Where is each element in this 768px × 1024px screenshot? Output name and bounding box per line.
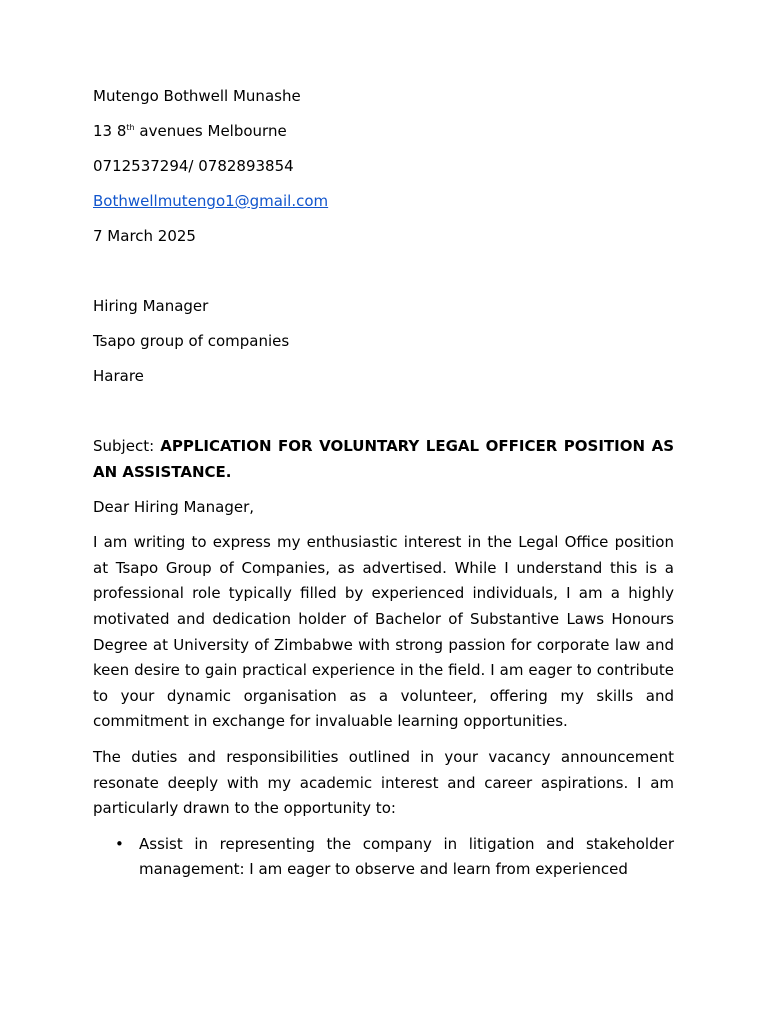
recipient-city: Harare	[93, 367, 144, 385]
letter-date: 7 March 2025	[93, 227, 196, 245]
sender-address	[93, 119, 674, 144]
bullet-icon: •	[115, 834, 124, 853]
subject-label: Subject:	[93, 437, 161, 455]
list-item	[93, 832, 674, 883]
salutation: Dear Hiring Manager,	[93, 498, 255, 517]
sender-name: Mutengo Bothwell Munashe	[93, 87, 301, 105]
body-paragraph-2: The duties and responsibilities outlined in your vacancy announcement resonate deeply with my academic interest and career aspirations. I am particularly drawn to the opportunity to:	[93, 747, 674, 818]
duties-list	[93, 832, 674, 883]
address-street: avenues Melbourne	[134, 122, 287, 140]
sender-phones: 0712537294/ 0782893854	[93, 157, 294, 175]
letter-page	[93, 84, 674, 883]
address-ordinal-suffix: th	[126, 123, 135, 132]
body-paragraph-1: I am writing to express my enthusiastic interest in the Legal Office position at Tsapo Group of Companies, as advertised. While I understand this is a professional role typically filled by experienced individuals, I am a highly motivated and dedication holder of Bachelor of Substantive Laws Honours Degree at University of Zimbabwe with strong passion for corporate law and keen desire to gain practical experience in the field. I am eager to contribute to your dynamic organisation as a volunteer, offering my skills and commitment in exchange for invaluable learning opportunities.	[93, 533, 674, 731]
recipient-title: Hiring Manager	[93, 297, 209, 315]
subject-text: APPLICATION FOR VOLUNTARY LEGAL OFFICER POSITION AS AN ASSISTANCE.	[93, 437, 674, 481]
recipient-company: Tsapo group of companies	[93, 332, 290, 350]
address-number: 13 8	[93, 122, 127, 140]
subject-line	[93, 434, 674, 485]
list-item-text: Assist in representing the company in litigation and stakeholder management: I am eager to observe and learn from experienced	[139, 834, 674, 879]
sender-email-line	[93, 189, 674, 214]
email-link[interactable]: Bothwellmutengo1@gmail.com	[93, 192, 329, 210]
